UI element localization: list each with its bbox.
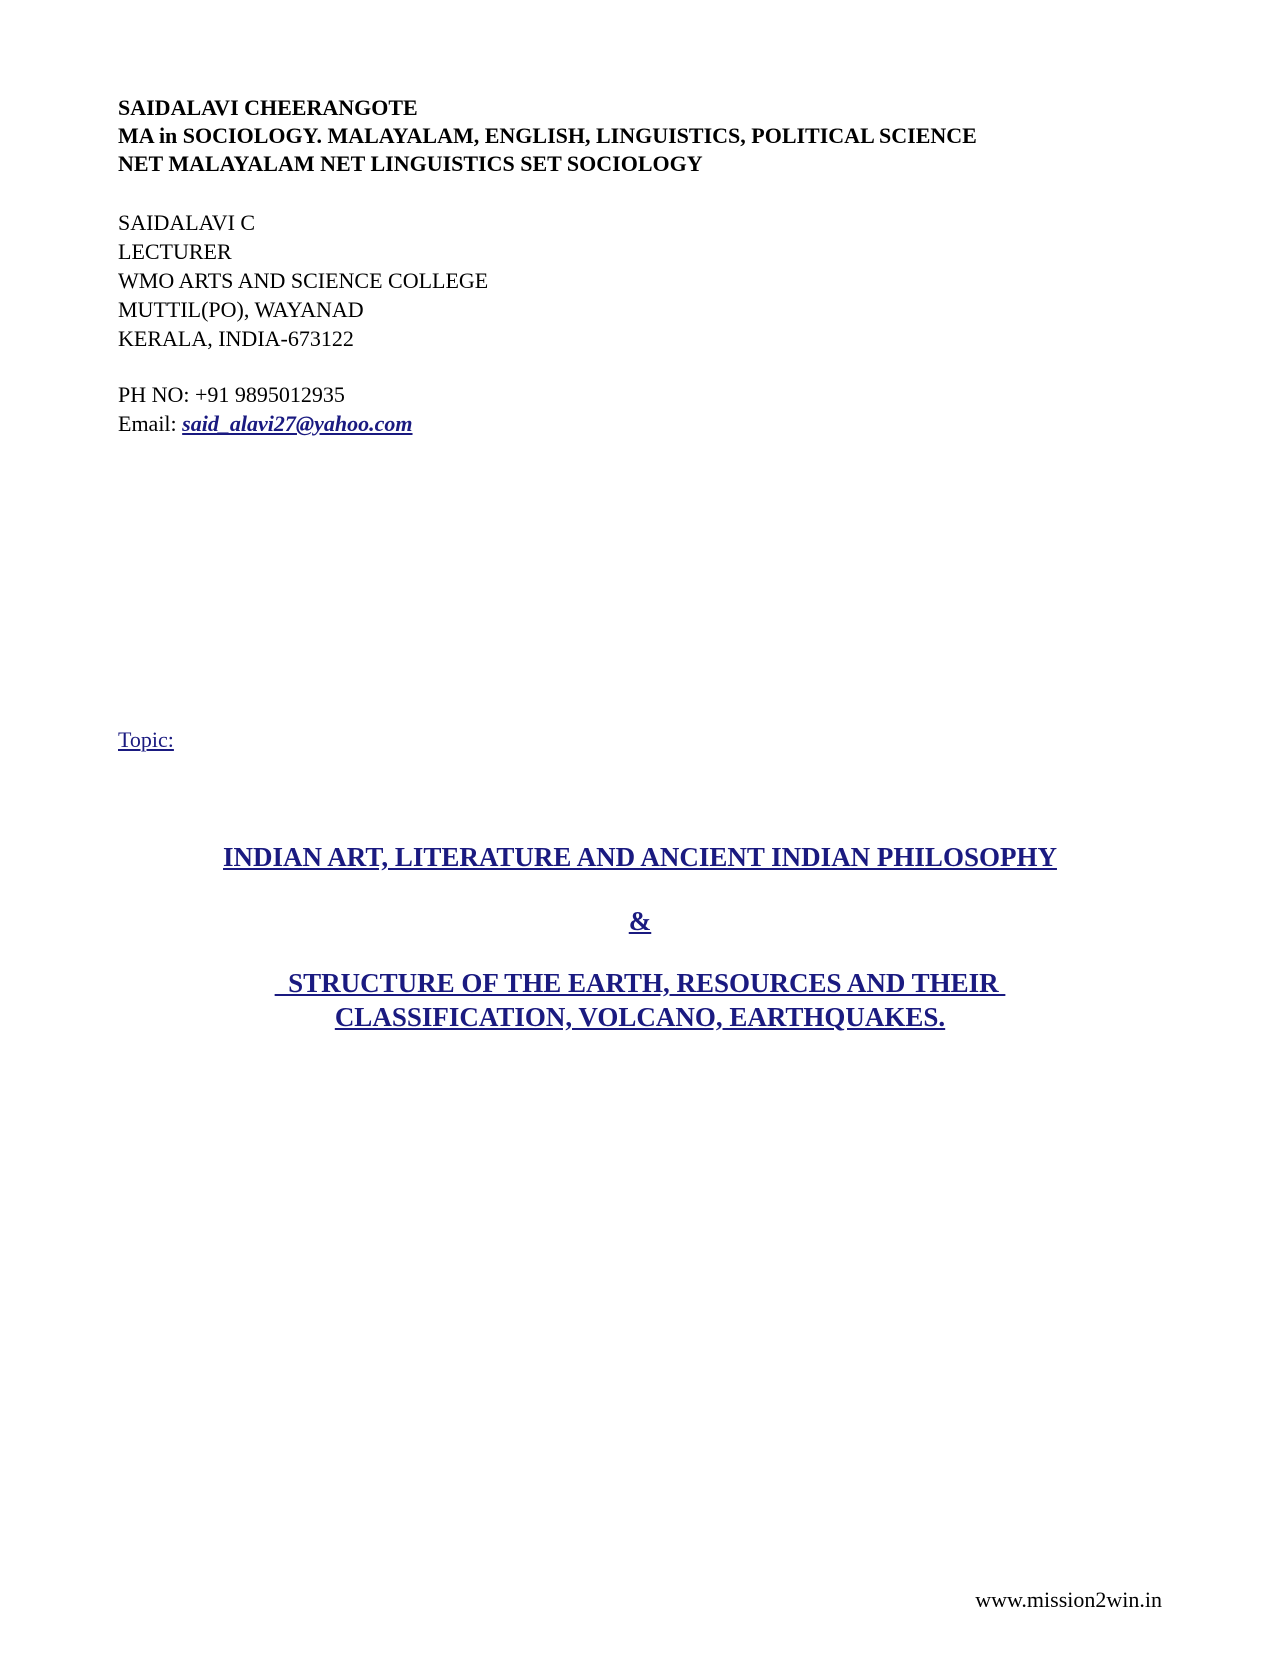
title-second-line1: STRUCTURE OF THE EARTH, RESOURCES AND THEIR [274,968,1006,998]
phone-email-block [118,380,918,438]
contact-institution: WMO ARTS AND SCIENCE COLLEGE [118,268,489,293]
author-header [118,94,1178,178]
email-label: Email: [118,411,183,436]
contact-state-pin: KERALA, INDIA-673122 [118,326,354,351]
footer-url: www.mission2win.in [975,1587,1162,1612]
title-second [118,966,1162,1034]
author-full-name: SAIDALAVI CHEERANGOTE [118,95,418,120]
contact-name: SAIDALAVI C [118,210,256,235]
email-link[interactable]: said_alavi27@yahoo.com [182,411,413,436]
email-line [118,409,918,438]
author-degrees: MA in SOCIOLOGY. MALAYALAM, ENGLISH, LINGUISTICS, POLITICAL SCIENCE [118,123,977,148]
title-second-line2: CLASSIFICATION, VOLCANO, EARTHQUAKES. [334,1002,946,1032]
title-ampersand-text: & [628,906,652,936]
contact-details [118,208,918,353]
contact-designation: LECTURER [118,239,232,264]
phone-number: PH NO: +91 9895012935 [118,382,345,407]
title-first-text: INDIAN ART, LITERATURE AND ANCIENT INDIAN PHILOSOPHY [223,842,1057,872]
title-first [118,840,1162,874]
topic-label: Topic: [118,727,174,752]
author-qualifications: NET MALAYALAM NET LINGUISTICS SET SOCIOLOGY [118,151,703,176]
contact-address: MUTTIL(PO), WAYANAD [118,297,364,322]
title-ampersand [118,904,1162,938]
